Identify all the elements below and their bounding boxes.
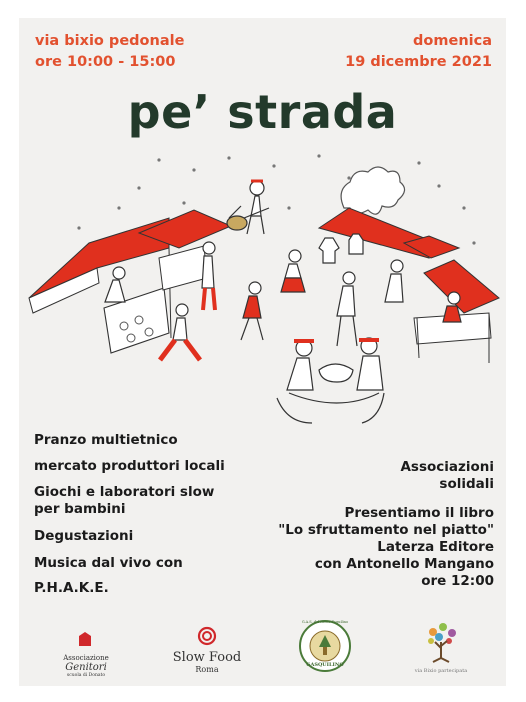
- genitori-line2: Genitori: [65, 662, 107, 673]
- program-item-music-line1: Musica dal vivo con: [34, 555, 183, 571]
- program-item-games-line1: Giochi e laboratori slow: [34, 484, 215, 500]
- sponsor-logos-row: [19, 618, 506, 684]
- book-publisher: Laterza Editore: [377, 539, 494, 555]
- gasquilino-logo: [297, 618, 353, 678]
- book-title: "Lo sfruttamento nel piatto": [278, 522, 494, 538]
- location-text: via bixio pedonale: [35, 33, 185, 49]
- bixio-partecipata-logo: [405, 620, 477, 678]
- bixio-partecipata-label: via Bixio partecipata: [414, 668, 468, 674]
- date-block: [345, 31, 492, 73]
- book-author: con Antonello Mangano: [314, 556, 494, 572]
- street-market-illustration: [19, 148, 506, 428]
- program-item-games-line2: per bambini: [34, 501, 126, 517]
- program-item-market: mercato produttori locali: [34, 458, 225, 474]
- genitori-line1: Associazione: [63, 654, 109, 662]
- program-item-lunch: Pranzo multietnico: [34, 432, 178, 448]
- slowfood-logo: [165, 626, 249, 680]
- time-text: ore 10:00 - 15:00: [35, 54, 176, 70]
- snail-icon: [197, 626, 217, 646]
- event-poster: [19, 18, 506, 686]
- slowfood-city: Roma: [195, 665, 219, 674]
- poster-title: pe’ strada: [127, 85, 398, 139]
- program-left-list: [34, 432, 274, 612]
- genitori-emblem-icon: [51, 632, 121, 650]
- weekday-text: domenica: [413, 33, 492, 49]
- associations-line2: solidali: [439, 476, 494, 492]
- program-item-music-line2: P.H.A.K.E.: [34, 580, 109, 596]
- book-line1: Presentiamo il libro: [344, 505, 494, 521]
- left-stall: [29, 218, 171, 353]
- program-right-block: [254, 459, 494, 590]
- associations-line1: Associazioni: [400, 459, 494, 475]
- slowfood-name: Slow Food: [172, 650, 242, 665]
- gasquilino-name: GASQUILINO: [306, 662, 344, 668]
- gasquilino-ring-text: G.A.S. del Rione Esquilino: [301, 620, 349, 624]
- smoke-cloud: [341, 167, 404, 214]
- book-time: ore 12:00: [421, 573, 494, 589]
- date-text: 19 dicembre 2021: [345, 54, 492, 70]
- program-item-tasting: Degustazioni: [34, 528, 134, 544]
- tree-icon: [419, 620, 463, 664]
- location-time-block: [35, 31, 184, 73]
- genitori-line3: scuola di Donato: [66, 673, 106, 678]
- genitori-logo: [51, 632, 121, 676]
